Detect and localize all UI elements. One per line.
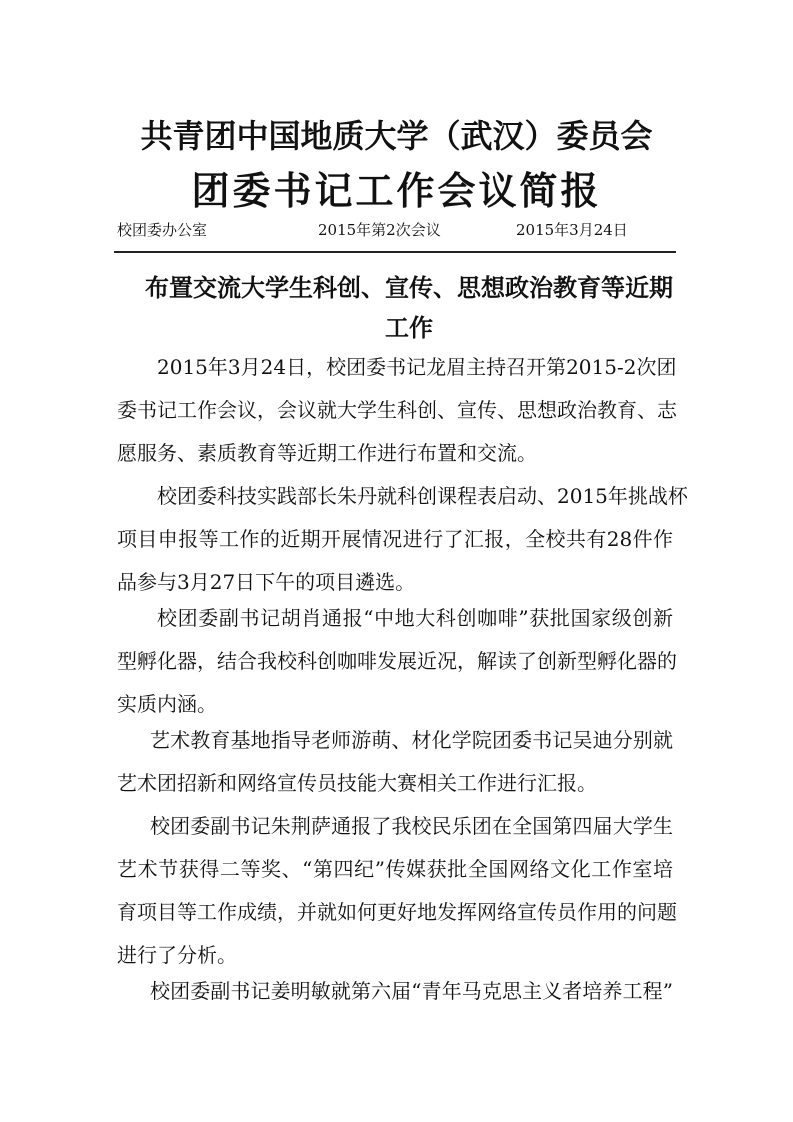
body-line: 愿服务、素质教育等近期工作进行布置和交流。 (117, 441, 537, 465)
body-line: 艺术团招新和网络宣传员技能大赛相关工作进行汇报。 (117, 771, 597, 795)
body-line: 进行了分析。 (117, 943, 237, 967)
body-line: 育项目等工作成绩，并就如何更好地发挥网络宣传员作用的问题 (117, 900, 677, 924)
body-line: 校团委副书记朱荆萨通报了我校民乐团在全国第四届大学生 (150, 814, 673, 838)
body-line: 艺术教育基地指导老师游萌、材化学院团委书记吴迪分别就 (150, 728, 673, 752)
issuing-office: 校团委办公室 (117, 221, 208, 239)
article-title: 布置交流大学生科创、宣传、思想政治教育等近期 (145, 273, 673, 302)
body-line: 项目申报等工作的近期开展情况进行了汇报，全校共有28件作 (117, 527, 673, 551)
header-divider (114, 251, 676, 253)
body-line: 2015年3月24日，校团委书记龙眉主持召开第2015-2次团 (157, 355, 677, 379)
org-title: 共青团中国地质大学（武汉）委员会 (140, 117, 653, 155)
body-line: 校团委副书记胡肖通报“中地大科创咖啡”获批国家级创新 (157, 606, 673, 630)
body-line: 校团委科技实践部长朱丹就科创课程表启动、2015年挑战杯 (157, 484, 688, 508)
body-line: 委书记工作会议，会议就大学生科创、宣传、思想政治教育、志 (117, 398, 677, 422)
bulletin-title: 团委书记工作会议简报 (191, 168, 602, 213)
body-line: 实质内涵。 (117, 692, 217, 716)
meeting-session: 2015年第2次会议 (318, 221, 441, 239)
body-line: 型孵化器，结合我校科创咖啡发展近况，解读了创新型孵化器的 (117, 649, 677, 673)
body-line: 艺术节获得二等奖、“第四纪”传媒获批全国网络文化工作室培 (117, 857, 673, 881)
article-title-continued: 工作 (385, 313, 433, 342)
body-line: 校团委副书记姜明敏就第六届“青年马克思主义者培养工程” (150, 979, 673, 1003)
body-line: 品参与3月27日下午的项目遴选。 (117, 570, 416, 594)
meeting-date: 2015年3月24日 (516, 221, 628, 239)
